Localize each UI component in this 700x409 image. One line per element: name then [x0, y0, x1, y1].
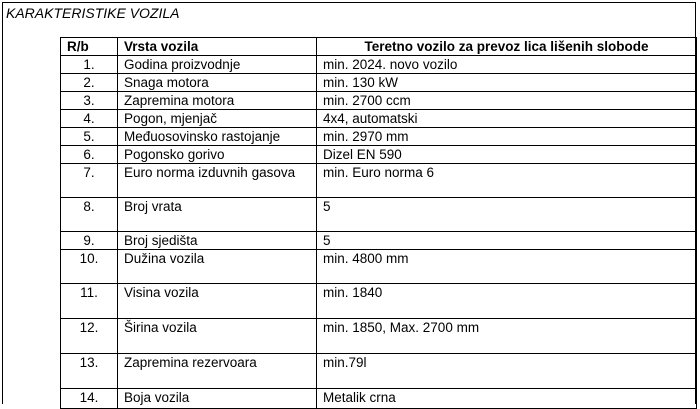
row-property: Međuosovinsko rastojanje	[118, 128, 317, 146]
row-value: Metalik crna	[317, 389, 697, 409]
row-number: 8.	[61, 198, 118, 232]
table-row	[61, 198, 697, 232]
row-number: 1.	[61, 56, 118, 74]
row-value: min. 1840	[317, 284, 697, 319]
row-value: 4x4, automatski	[317, 110, 697, 128]
row-value: min. 2700 ccm	[317, 92, 697, 110]
row-property: Euro norma izduvnih gasova	[118, 164, 317, 198]
row-property: Pogonsko gorivo	[118, 146, 317, 164]
table-row	[61, 128, 697, 146]
table-row	[61, 354, 697, 389]
row-value: min. 2970 mm	[317, 128, 697, 146]
row-property: Godina proizvodnje	[118, 56, 317, 74]
header-number: R/b	[61, 38, 118, 56]
row-number: 11.	[61, 284, 118, 319]
row-value: 5	[317, 198, 697, 232]
header-vehicle-description: Teretno vozilo za prevoz lica lišenih slobode	[317, 38, 697, 56]
row-property: Broj vrata	[118, 198, 317, 232]
row-value: min. 1850, Max. 2700 mm	[317, 319, 697, 354]
table-row	[61, 56, 697, 74]
table-header-row	[61, 38, 697, 56]
table-row	[61, 92, 697, 110]
row-number: 14.	[61, 389, 118, 409]
table-row	[61, 232, 697, 250]
row-property: Boja vozila	[118, 389, 317, 409]
row-property: Visina vozila	[118, 284, 317, 319]
row-property: Zapremina motora	[118, 92, 317, 110]
row-property: Širina vozila	[118, 319, 317, 354]
row-number: 10.	[61, 250, 118, 284]
row-value: Dizel EN 590	[317, 146, 697, 164]
table-row	[61, 284, 697, 319]
row-value: min. 4800 mm	[317, 250, 697, 284]
row-property: Broj sjedišta	[118, 232, 317, 250]
row-property: Pogon, mjenjač	[118, 110, 317, 128]
section-title: KARAKTERISTIKE VOZILA	[6, 5, 180, 21]
row-value: min.79l	[317, 354, 697, 389]
header-vehicle-type: Vrsta vozila	[118, 38, 317, 56]
row-number: 13.	[61, 354, 118, 389]
row-number: 2.	[61, 74, 118, 92]
row-number: 6.	[61, 146, 118, 164]
row-number: 7.	[61, 164, 118, 198]
row-property: Dužina vozila	[118, 250, 317, 284]
table-row	[61, 110, 697, 128]
row-property: Snaga motora	[118, 74, 317, 92]
row-value: min. Euro norma 6	[317, 164, 697, 198]
vehicle-spec-table	[60, 37, 697, 409]
row-number: 9.	[61, 232, 118, 250]
row-property: Zapremina rezervoara	[118, 354, 317, 389]
table-row	[61, 146, 697, 164]
table-row	[61, 164, 697, 198]
row-number: 5.	[61, 128, 118, 146]
row-number: 3.	[61, 92, 118, 110]
row-number: 12.	[61, 319, 118, 354]
row-value: 5	[317, 232, 697, 250]
table-row	[61, 74, 697, 92]
table-row	[61, 250, 697, 284]
row-value: min. 130 kW	[317, 74, 697, 92]
row-value: min. 2024. novo vozilo	[317, 56, 697, 74]
table-row	[61, 319, 697, 354]
row-number: 4.	[61, 110, 118, 128]
